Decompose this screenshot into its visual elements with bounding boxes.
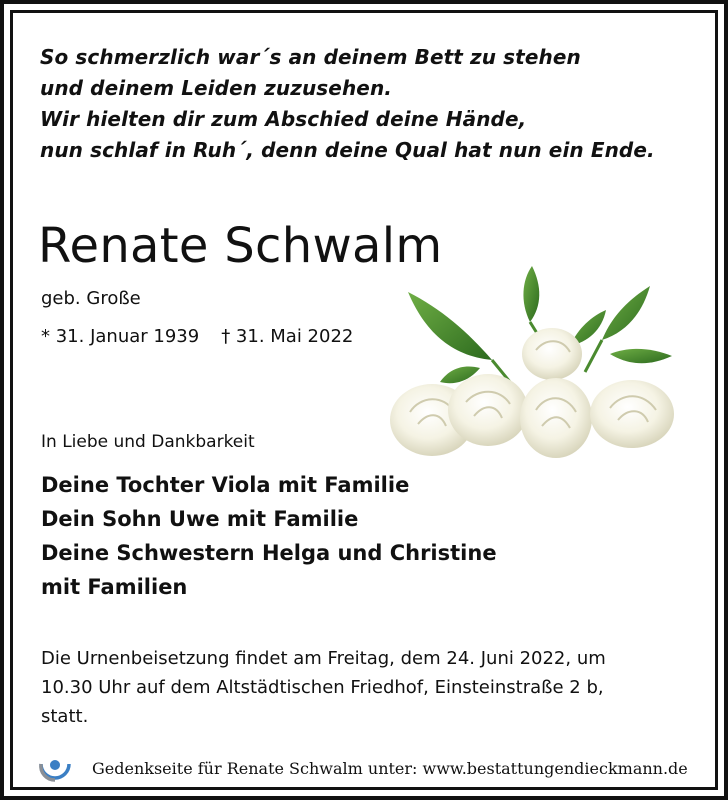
poem-line: nun schlaf in Ruh´, denn deine Qual hat nun ein Ende.	[40, 138, 655, 162]
poem-line: So schmerzlich war´s an deinem Bett zu stehen	[40, 45, 581, 69]
footer	[38, 752, 688, 786]
service-line: Die Urnenbeisetzung findet am Freitag, dem 24. Juni 2022, um	[41, 648, 606, 669]
deceased-name: Renate Schwalm	[38, 218, 443, 274]
maiden-name: geb. Große	[41, 288, 141, 309]
mourner-line: Deine Schwestern Helga und Christine	[41, 541, 497, 565]
memorial-page-link[interactable]: Gedenkseite für Renate Schwalm unter: www.bestattungendieckmann.de	[92, 759, 688, 778]
funeral-home-logo-icon	[38, 754, 72, 784]
rose-blooms	[390, 328, 674, 458]
poem-line: und deinem Leiden zuzusehen.	[40, 76, 393, 100]
service-line: 10.30 Uhr auf dem Altstädtischen Friedhof, Einsteinstraße 2 b,	[41, 677, 604, 698]
service-line: statt.	[41, 706, 89, 727]
mourner-line: mit Familien	[41, 575, 188, 599]
intro-text: In Liebe und Dankbarkeit	[41, 432, 255, 452]
mourners-list	[41, 468, 497, 604]
birth-date: * 31. Januar 1939	[41, 326, 200, 347]
service-notice	[41, 644, 701, 731]
mourner-line: Dein Sohn Uwe mit Familie	[41, 507, 359, 531]
poem-line: Wir hielten dir zum Abschied deine Hände,	[40, 107, 527, 131]
poem	[40, 42, 680, 166]
life-dates	[41, 326, 353, 347]
mourner-line: Deine Tochter Viola mit Familie	[41, 473, 410, 497]
white-roses-image	[380, 262, 700, 472]
death-date: † 31. Mai 2022	[221, 326, 354, 347]
